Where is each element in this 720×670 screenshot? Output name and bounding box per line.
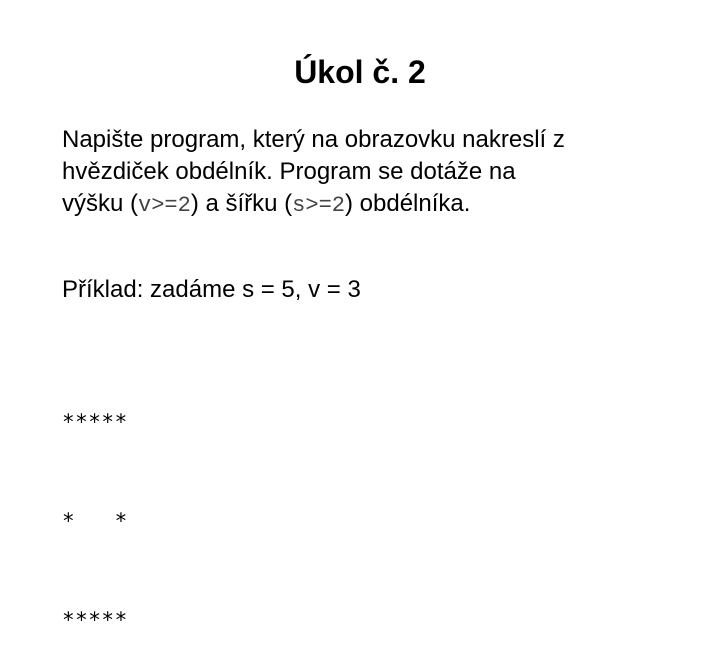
- example-label: Příklad: zadáme s = 5, v = 3: [62, 276, 361, 303]
- output-row-1: *****: [62, 410, 128, 434]
- slide-title: Úkol č. 2: [294, 54, 426, 90]
- output-row-2: * *: [62, 509, 128, 533]
- width-condition-code: s>=2: [292, 193, 345, 218]
- task-line-3: [62, 188, 702, 222]
- task-line-3-text-a: výšku (: [62, 190, 139, 217]
- task-description: [62, 124, 702, 222]
- height-condition-code: v>=2: [138, 193, 191, 218]
- task-line-3-text-c: ) obdélníka.: [344, 190, 471, 217]
- output-row-3: *****: [62, 608, 128, 632]
- task-line-1: Napište program, který na obrazovku nakreslí z: [62, 126, 565, 153]
- task-line-2: hvězdiček obdélník. Program se dotáže na: [62, 158, 516, 185]
- task-line-3-text-b: ) a šířku (: [190, 190, 293, 217]
- example-output: [62, 340, 128, 670]
